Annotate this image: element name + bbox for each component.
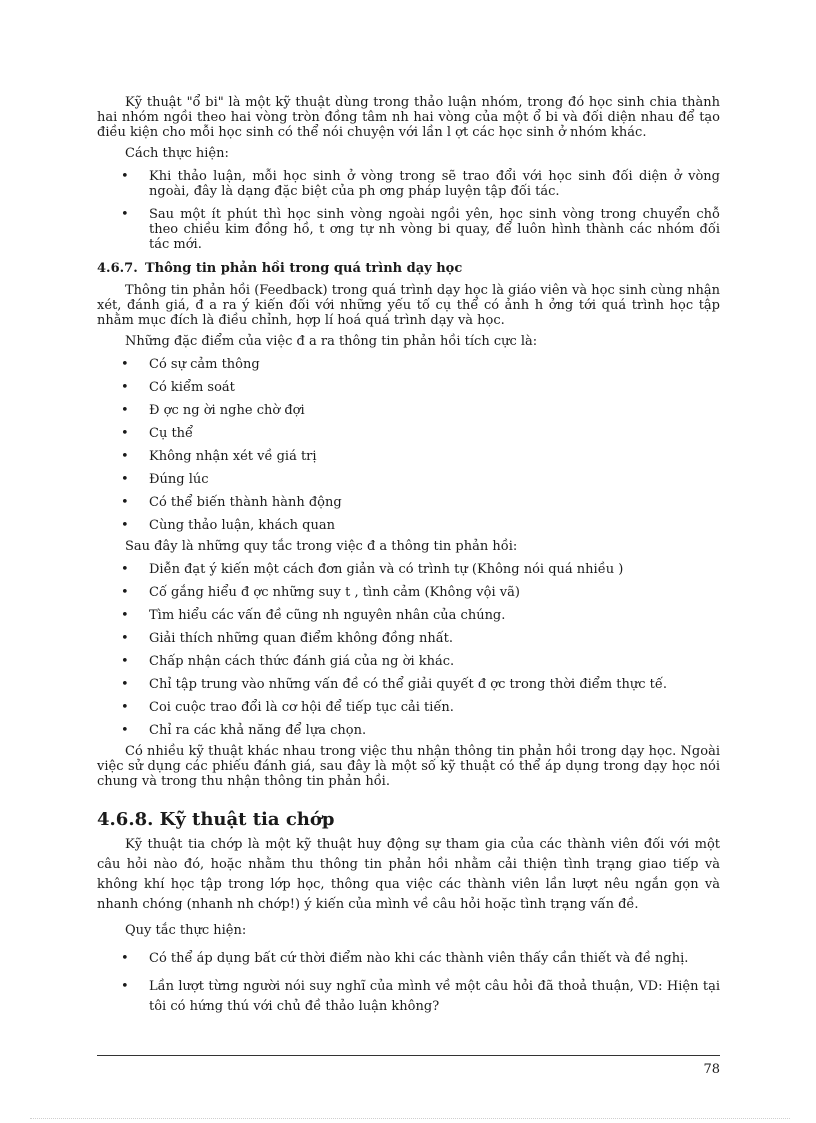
list-item: • Giải thích những quan điểm không đồng nhất. xyxy=(121,631,454,646)
features-list xyxy=(97,357,720,533)
list-item: • Tìm hiểu các vấn đề cũng nh nguyên nhân của chúng. xyxy=(121,608,506,623)
list-item: • Đúng lúc xyxy=(121,472,209,487)
lightning-section xyxy=(97,835,720,1017)
lightning-rules-list xyxy=(97,949,720,1017)
list-item: • Có sự cảm thông xyxy=(121,357,260,372)
section-title: Thông tin phản hồi trong quá trình dạy học xyxy=(145,261,463,276)
bullet-icon: • xyxy=(121,979,129,994)
bullet-icon: • xyxy=(121,169,129,184)
list-item: • Chấp nhận cách thức đánh giá của ng ời khác. xyxy=(121,654,455,669)
bullet-icon: • xyxy=(121,654,129,669)
bullet-icon: • xyxy=(121,426,129,441)
bullet-icon: • xyxy=(121,677,129,692)
section-heading-4-6-7 xyxy=(97,261,720,277)
intro-paragraph: Kỹ thuật "ổ bi" là một kỹ thuật dùng trong thảo luận nhóm, trong đó học sinh chia thành hai nhóm ngồi theo hai vòng tròn đồng tâm nh hai vòng của một ổ bi và đối diện nhau để tạo điều kiện cho mỗi học sinh có thể nói chuyện với lần l ợt các học sinh ở nhóm khác. xyxy=(97,95,720,140)
section-heading-4-6-8: 4.6.8. Kỹ thuật tia chớp xyxy=(97,809,335,830)
bullet-icon: • xyxy=(121,608,129,623)
footer-rule xyxy=(97,1055,720,1056)
rules-list xyxy=(97,562,720,738)
closing-paragraph: Có nhiều kỹ thuật khác nhau trong việc thu nhận thông tin phản hồi trong dạy học. Ngoài việc sử dụng các phiếu đánh giá, sau đây là một số kỹ thuật có thể áp dụng trong dạy học nói chung và trong thu nhận thông tin phản hồi. xyxy=(97,744,720,789)
method-bullet-list xyxy=(97,169,720,252)
page-body xyxy=(97,95,720,1017)
bullet-icon: • xyxy=(121,723,129,738)
page-edge-divider xyxy=(30,1118,790,1119)
list-item: • Coi cuộc trao đổi là cơ hội để tiếp tục cải tiến. xyxy=(121,700,454,715)
list-item: • Diễn đạt ý kiến một cách đơn giản và có trình tự (Không nói quá nhiều ) xyxy=(121,562,624,577)
section-number: 4.6.7. xyxy=(97,261,138,276)
bullet-icon: • xyxy=(121,403,129,418)
bullet-icon: • xyxy=(121,562,129,577)
bullet-icon: • xyxy=(121,207,129,222)
list-item: • Có kiểm soát xyxy=(121,380,235,395)
list-item: • Lần lượt từng người nói suy nghĩ của mình về một câu hỏi đã thoả thuận, VD: Hiện tại tôi có hứng thú với chủ đề thảo luận không? xyxy=(121,979,720,1014)
list-item: • Cụ thể xyxy=(121,426,194,441)
feedback-paragraph: Thông tin phản hồi (Feedback) trong quá trình dạy học là giáo viên và học sinh cùng nhận xét, đánh giá, đ a ra ý kiến đối với những yếu tố cụ thể có ảnh h ởng tới quá trình học tập nhằm mục đích là điều chỉnh, hợp lí hoá quá trình dạy và học. xyxy=(97,283,720,328)
lightning-paragraph: Kỹ thuật tia chớp là một kỹ thuật huy động sự tham gia của các thành viên đối với một câu hỏi nào đó, hoặc nhằm thu thông tin phản hồi nhằm cải thiện tình trạng giao tiếp và không khí học tập trong lớp học, thông qua việc các thành viên lần lượt nêu ngắn gọn và nhanh chóng (nhanh nh chớp!) ý kiến của mình về câu hỏi hoặc tình trạng vấn đề. xyxy=(97,837,720,912)
bullet-icon: • xyxy=(121,495,129,510)
page-number: 78 xyxy=(703,1062,720,1077)
features-label: Những đặc điểm của việc đ a ra thông tin phản hồi tích cực là: xyxy=(125,334,538,349)
bullet-icon: • xyxy=(121,518,129,533)
list-item: • Cố gắng hiểu đ ợc những suy t , tình cảm (Không vội vã) xyxy=(121,585,520,600)
list-item: • Không nhận xét về giá trị xyxy=(121,449,317,464)
bullet-icon: • xyxy=(121,951,129,966)
list-item: • Khi thảo luận, mỗi học sinh ở vòng trong sẽ trao đổi với học sinh đối diện ở vòng ngoài, đây là dạng đặc biệt của ph ơng pháp luyện tập đối tác. xyxy=(121,169,720,199)
list-item: • Chỉ ra các khả năng để lựa chọn. xyxy=(121,723,367,738)
list-item: • Cùng thảo luận, khách quan xyxy=(121,518,335,533)
bullet-icon: • xyxy=(121,357,129,372)
bullet-icon: • xyxy=(121,472,129,487)
bullet-icon: • xyxy=(121,449,129,464)
bullet-icon: • xyxy=(121,585,129,600)
rules-label: Sau đây là những quy tắc trong việc đ a thông tin phản hồi: xyxy=(125,539,518,554)
list-item: • Có thể áp dụng bất cứ thời điểm nào khi các thành viên thấy cần thiết và đề nghị. xyxy=(97,949,720,969)
list-item: • Đ ợc ng ời nghe chờ đợi xyxy=(121,403,305,418)
method-label: Cách thực hiện: xyxy=(125,146,229,161)
list-item: • Chỉ tập trung vào những vấn đề có thể giải quyết đ ợc trong thời điểm thực tế. xyxy=(121,677,667,692)
list-item: • Sau một ít phút thì học sinh vòng ngoài ngồi yên, học sinh vòng trong chuyển chỗ theo chiều kim đồng hồ, t ơng tự nh vòng bi quay, để luôn hình thành các nhóm đối tác mới. xyxy=(121,207,720,252)
lightning-rules-label: Quy tắc thực hiện: xyxy=(125,923,247,938)
bullet-icon: • xyxy=(121,631,129,646)
bullet-icon: • xyxy=(121,380,129,395)
list-item: • Có thể biến thành hành động xyxy=(121,495,342,510)
bullet-icon: • xyxy=(121,700,129,715)
